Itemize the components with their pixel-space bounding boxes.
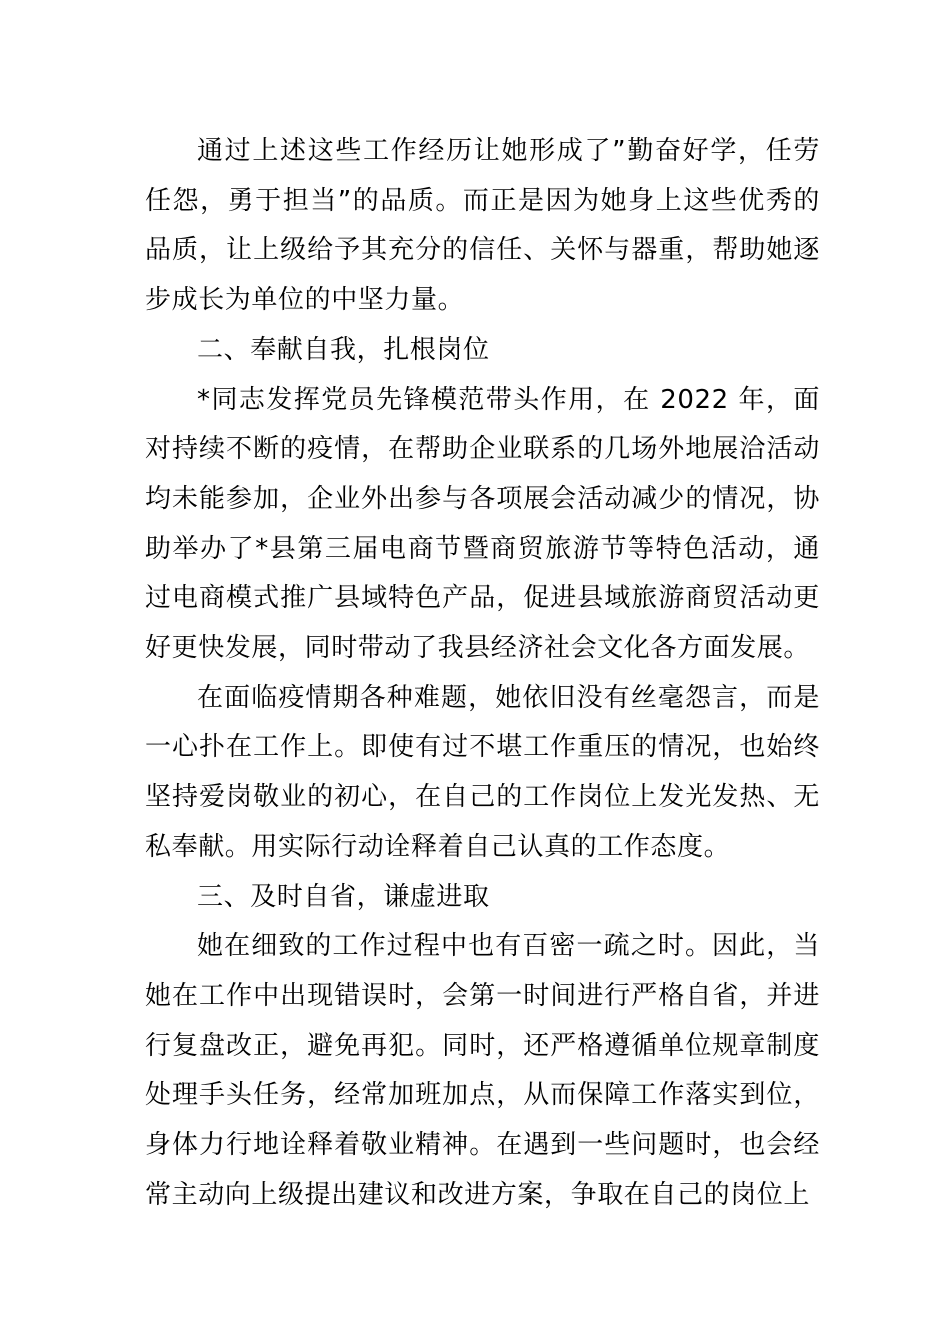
section-heading-3: 三、及时自省，谦虚进取 bbox=[197, 881, 490, 912]
section-heading-2: 二、奉献自我，扎根岗位 bbox=[197, 334, 490, 365]
paragraph-self-reflection: 她在细致的工作过程中也有百密一疏之时。因此，当她在工作中出现错误时，会第一时间进行严格自省，并进行复盘改正，避免再犯。同时，还严格遵循单位规章制度处理手头任务，经常加班加点，从而保障工作落实到位，身体力行地诠释着敬业精神。在遇到一些问题时，也会经常主动向上级提出建议和改进方案，争取在自己的岗位上 bbox=[145, 931, 820, 1210]
document-body bbox=[145, 127, 820, 1220]
paragraph-qualities: 通过上述这些工作经历让她形成了”勤奋好学，任劳任怨，勇于担当”的品质。而正是因为她身上这些优秀的品质，让上级给予其充分的信任、关怀与器重，帮助她逐步成长为单位的中坚力量。 bbox=[145, 136, 820, 316]
paragraph-dedication: 在面临疫情期各种难题，她依旧没有丝毫怨言，而是一心扑在工作上。即使有过不堪工作重压的情况，也始终坚持爱岗敬业的初心，在自己的工作岗位上发光发热、无私奉献。用实际行动诠释着自己认真的工作态度。 bbox=[145, 682, 820, 862]
paragraph-exemplary-role: *同志发挥党员先锋模范带头作用，在 2022 年，面对持续不断的疫情，在帮助企业联系的几场外地展洽活动均未能参加，企业外出参与各项展会活动减少的情况，协助举办了*县第三届电商节暨商贸旅游节等特色活动，通过电商模式推广县域特色产品，促进县域旅游商贸活动更好更快发展，同时带动了我县经济社会文化各方面发展。 bbox=[145, 384, 820, 664]
